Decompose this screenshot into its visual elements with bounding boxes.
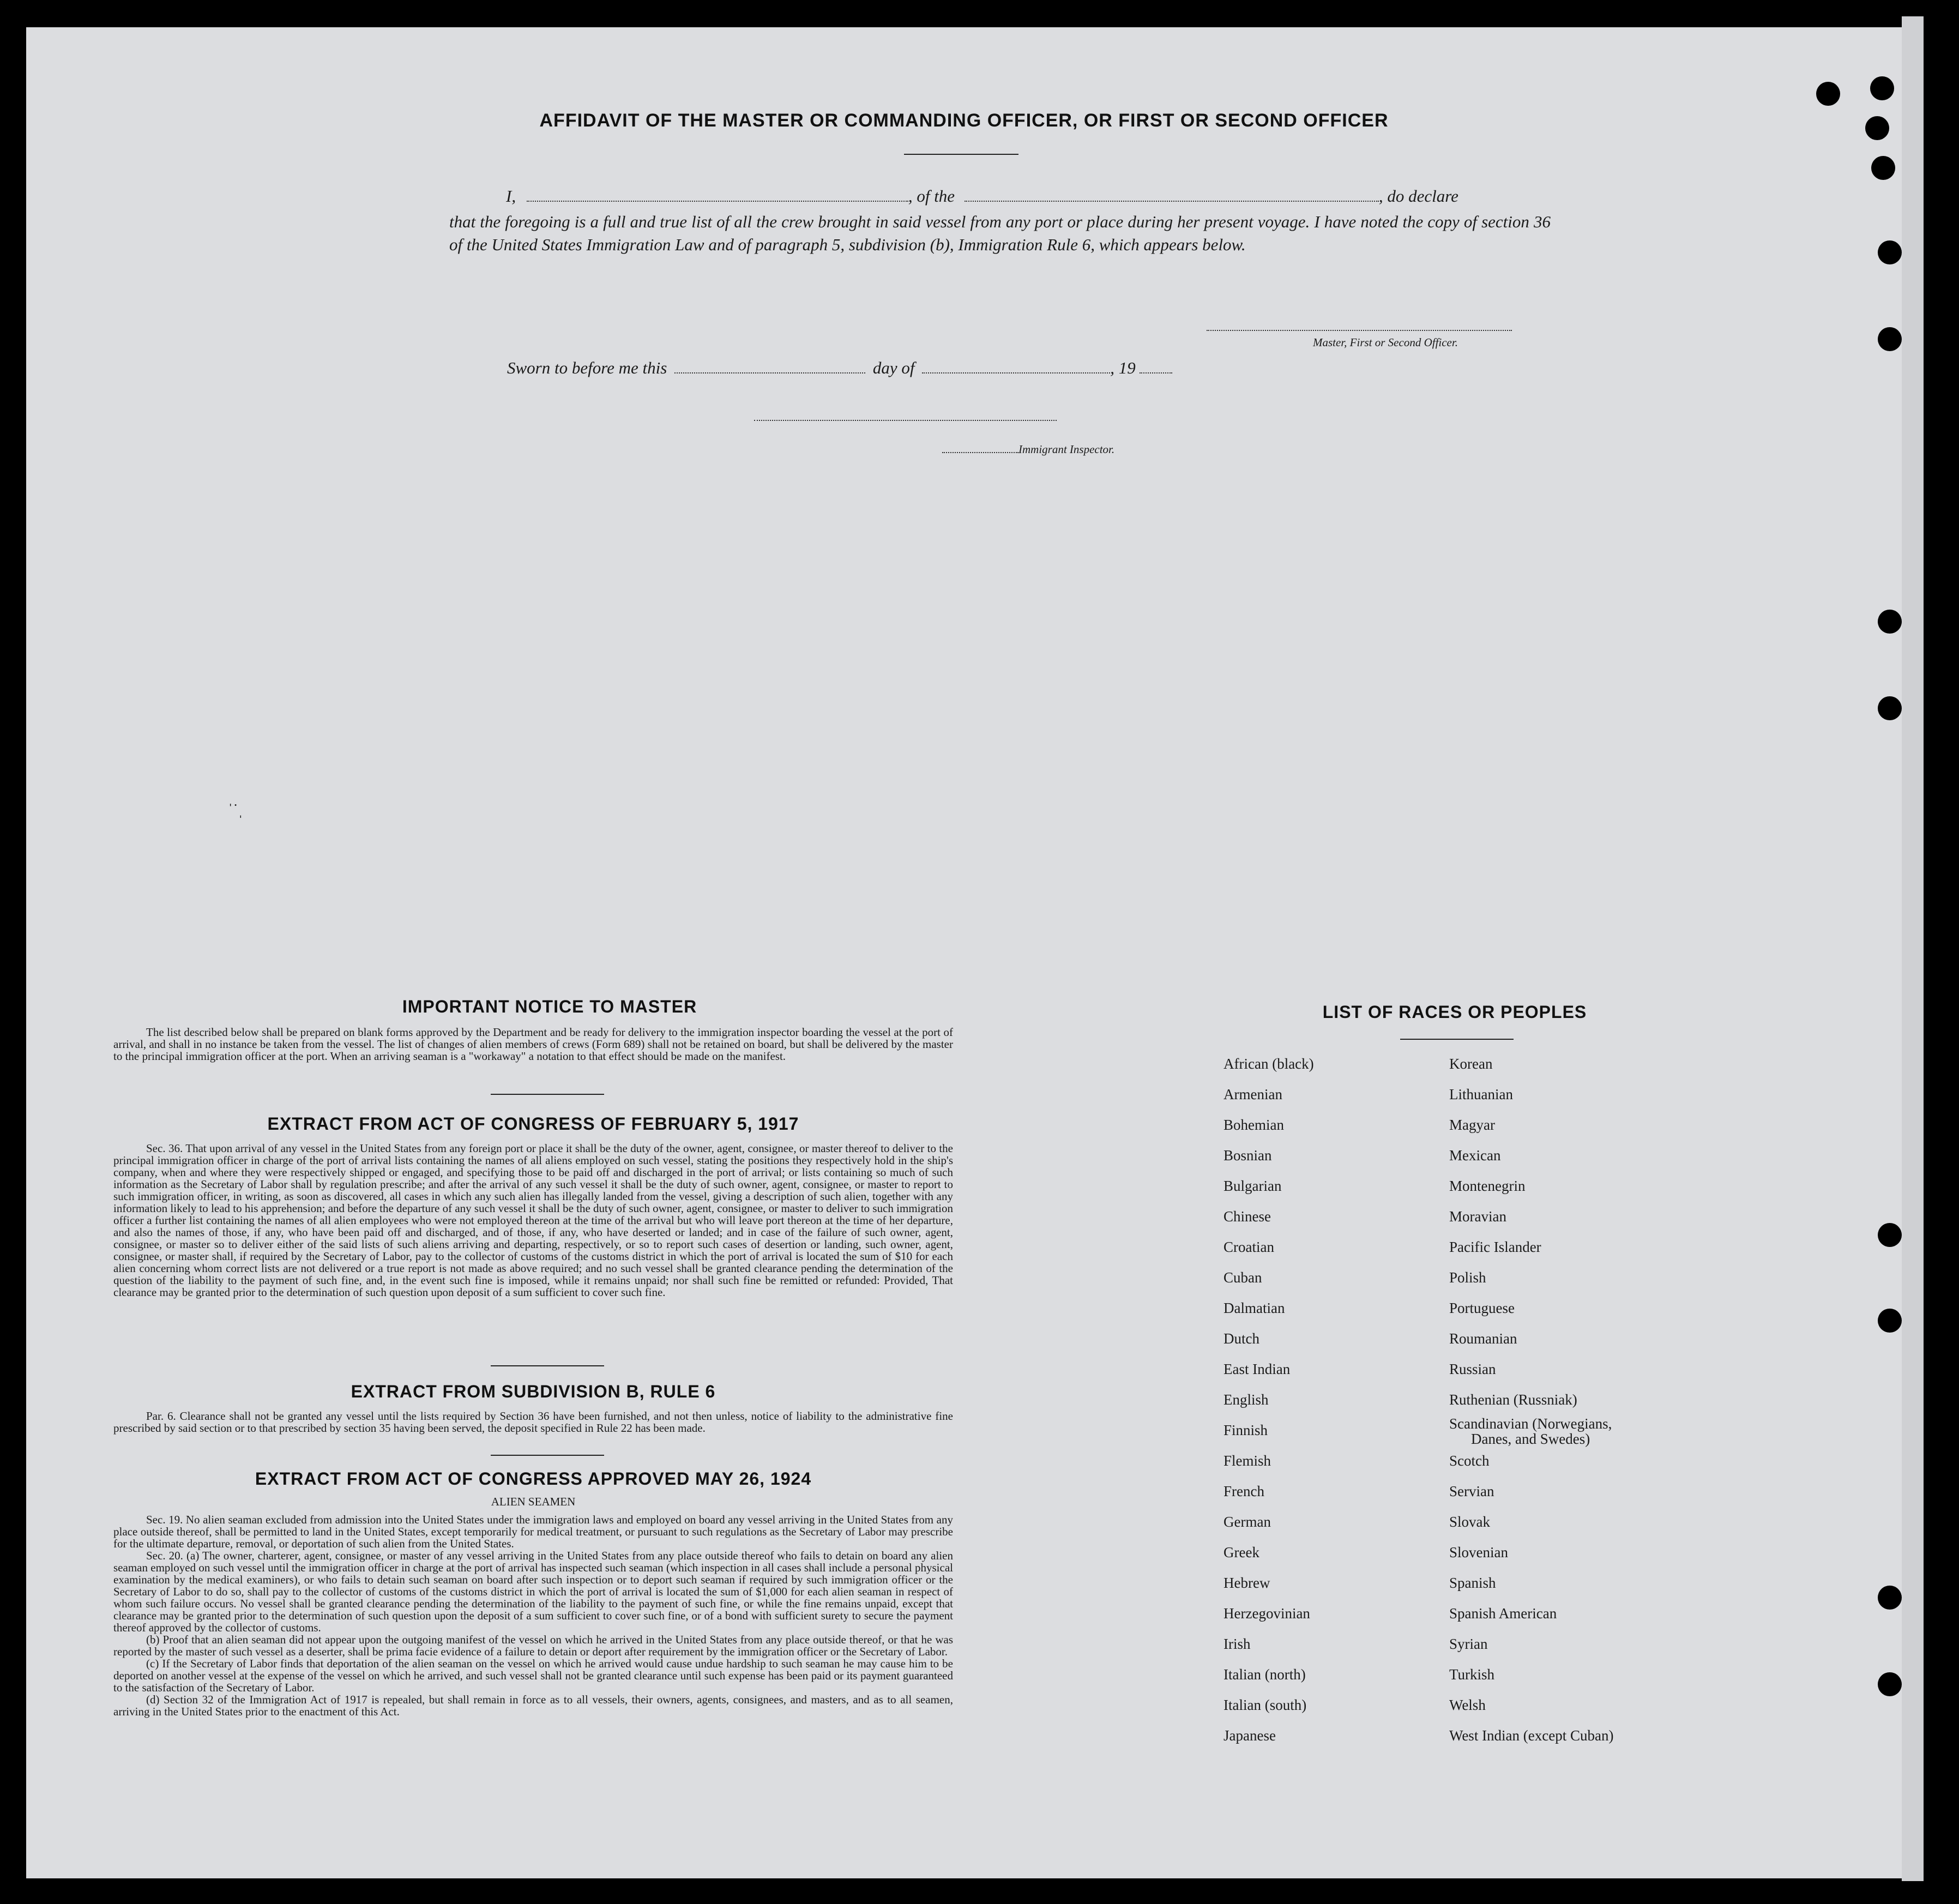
do-declare-label: , do declare <box>1378 186 1458 206</box>
race-item: Scandinavian (Norwegians, <box>1449 1415 1612 1432</box>
form-page <box>26 27 1902 1878</box>
name-blank[interactable] <box>527 198 908 202</box>
race-item: Montenegrin <box>1449 1178 1526 1194</box>
inspector-caption <box>942 443 1114 456</box>
day-blank[interactable] <box>674 370 865 373</box>
page-edge <box>1902 16 1924 1881</box>
year-label: , 19 <box>1110 358 1136 377</box>
race-item: East Indian <box>1223 1361 1291 1377</box>
race-item: Bosnian <box>1223 1147 1272 1164</box>
race-item: Welsh <box>1449 1697 1486 1713</box>
punch-hole <box>1878 696 1902 720</box>
races-divider <box>1400 1039 1514 1040</box>
punch-hole <box>1878 240 1902 264</box>
race-item: Hebrew <box>1223 1575 1270 1591</box>
affidavit-body: that the foregoing is a full and true list of all the crew brought in said vessel from any port or place during her present voyage. I have noted the copy of section 36 of the United States Immigration Law and of paragraph 5, subdivision (b), Immigration Rule 6, which appears below. <box>449 212 1551 254</box>
race-item: Italian (north) <box>1223 1666 1306 1683</box>
race-item: Spanish American <box>1449 1605 1557 1622</box>
race-item: Dutch <box>1223 1330 1259 1347</box>
race-item: African (black) <box>1223 1056 1314 1072</box>
extract-1924-text <box>113 1514 953 1718</box>
race-item: Bohemian <box>1223 1117 1284 1133</box>
punch-hole <box>1878 610 1902 634</box>
race-item: Magyar <box>1449 1117 1495 1133</box>
race-item: French <box>1223 1483 1264 1499</box>
punch-hole <box>1878 1672 1902 1696</box>
race-item: Croatian <box>1223 1239 1274 1255</box>
race-item: Slovak <box>1449 1514 1491 1530</box>
sec-20b-paragraph: (b) Proof that an alien seaman did not appear upon the outgoing manifest of the vessel on which he arrived in the United States from any place outside thereof, or that he was reported by the master of such vessel as a deserter, shall be prima facie evidence of a failure to detain or deport after requirement by the immigration officer or the Secretary of Labor. <box>113 1633 953 1658</box>
race-item: Flemish <box>1223 1453 1271 1469</box>
race-item: Italian (south) <box>1223 1697 1307 1713</box>
race-item: West Indian (except Cuban) <box>1449 1727 1614 1744</box>
inspector-caption-dots <box>942 450 1018 453</box>
extract-1924-title: EXTRACT FROM ACT OF CONGRESS APPROVED MAY 26, 1924 <box>255 1469 812 1489</box>
race-item: Mexican <box>1449 1147 1501 1164</box>
rule-6-title: EXTRACT FROM SUBDIVISION B, RULE 6 <box>351 1382 716 1401</box>
race-item: Russian <box>1449 1361 1496 1377</box>
punch-hole <box>1865 116 1889 140</box>
extract-1917-title: EXTRACT FROM ACT OF CONGRESS OF FEBRUARY 5, 1917 <box>267 1114 799 1134</box>
alien-seamen-subtitle: ALIEN SEAMEN <box>491 1495 576 1508</box>
divider-1 <box>491 1094 604 1095</box>
divider-3 <box>491 1455 604 1456</box>
race-item: Spanish <box>1449 1575 1496 1591</box>
race-item-continuation: Danes, and Swedes) <box>1471 1431 1590 1447</box>
race-item: Herzegovinian <box>1223 1605 1310 1622</box>
punch-hole <box>1871 156 1895 180</box>
vessel-blank[interactable] <box>965 198 1379 202</box>
master-signature-line[interactable] <box>1207 330 1512 331</box>
race-item: Finnish <box>1223 1422 1268 1438</box>
race-item: Lithuanian <box>1449 1086 1513 1102</box>
par-6-paragraph: Par. 6. Clearance shall not be granted any vessel until the lists required by Section 36 have been furnished, and not then unless, notice of liability to the administrative fine prescribed by said section or to that prescribed by section 35 having been served, the deposit specified in Rule 22 has been made. <box>113 1409 953 1435</box>
punch-hole <box>1816 82 1840 106</box>
race-item: Moravian <box>1449 1208 1506 1225</box>
declaration-line <box>506 186 1458 206</box>
sec-20d-paragraph: (d) Section 32 of the Immigration Act of 1917 is repealed, but shall remain in force as to all vessels, their owners, agents, consignees, and masters, and as to all seamen, arriving in the United States prior to the enactment of this Act. <box>113 1693 953 1718</box>
race-item: Greek <box>1223 1544 1259 1560</box>
race-item: Servian <box>1449 1483 1494 1499</box>
title-divider <box>904 154 1018 155</box>
month-blank[interactable] <box>922 370 1110 373</box>
sec-19-paragraph: Sec. 19. No alien seaman excluded from admission into the United States under the immigration laws and employed on board any vessel arriving in the United States from any place outside thereof, shall be permitted to land in the United States, except temporarily for medical treatment, or pursuant to such regulations as the Secretary of Labor may prescribe for the ultimate departure, removal, or deportation of such alien from the United States. <box>113 1513 953 1550</box>
race-item: Polish <box>1449 1269 1486 1286</box>
section-36-paragraph: Sec. 36. That upon arrival of any vessel in the United States from any foreign port or place it shall be the duty of the owner, agent, consignee, or master thereof to deliver to the principal immigration officer in charge of the port of arrival lists containing the names of all aliens employed on such vessel, stating the positions they respectively hold in the ship's company, when and where they were respectively shipped or engaged, and specifying those to be paid off and discharged in the port of arrival; or lists containing so much of such information as the Secretary of Labor shall by regulation prescribe; and after the arrival of any such vessel it shall be the duty of such owner, agent, consignee, or master to report to such immigration officer, in writing, as soon as discovered, all cases in which any such alien has illegally landed from the vessel, giving a description of such alien, together with any information likely to lead to his apprehension; and before the departure of any such vessel it shall be the duty of such owner, agent, consignee, or master to deliver to such immigration officer a further list containing the names of all alien employees who were not employed thereon at the time of the arrival but who will leave port thereon at the time of her departure, and also the names of those, if any, who have been paid off and discharged, and of those, if any, who have deserted or landed; and in case of the failure of such owner, agent, consignee, or master so to deliver either of the said lists of such aliens arriving and departing, respectively, or so to report such cases of desertion or landing, such owner, agent, consignee, or master shall, if required by the Secretary of Labor, pay to the collector of customs of the customs district in which the port of arrival is located the sum of $10 for each alien concerning whom correct lists are not delivered or a true report is not made as above required; and no such vessel shall be granted clearance pending the determination of the question of the liability to the payment of such fine, and, in the event such fine is imposed, while it remains unpaid; nor shall such fine be remitted or refunded: Provided, That clearance may be granted prior to the determination of such question upon deposit of a sum sufficient to cover such fine. <box>113 1142 953 1299</box>
punch-hole <box>1878 1586 1902 1610</box>
inspector-signature-line[interactable] <box>754 420 1057 421</box>
race-item: Bulgarian <box>1223 1178 1282 1194</box>
race-item: Portuguese <box>1449 1300 1515 1316</box>
notice-title: IMPORTANT NOTICE TO MASTER <box>402 997 697 1016</box>
extract-1917-text <box>113 1142 953 1298</box>
race-item: Slovenian <box>1449 1544 1508 1560</box>
sworn-label: Sworn to before me this <box>507 358 667 377</box>
affidavit-title: AFFIDAVIT OF THE MASTER OR COMMANDING OFFICER, OR FIRST OR SECOND OFFICER <box>539 110 1389 131</box>
race-item: English <box>1223 1391 1269 1408</box>
race-item: Irish <box>1223 1636 1251 1652</box>
races-title: LIST OF RACES OR PEOPLES <box>1322 1002 1587 1022</box>
notice-text <box>113 1026 953 1062</box>
year-blank[interactable] <box>1140 370 1172 373</box>
sworn-line <box>507 358 1172 378</box>
race-item: Pacific Islander <box>1449 1239 1541 1255</box>
punch-hole <box>1878 1223 1902 1247</box>
race-item: Cuban <box>1223 1269 1262 1286</box>
race-item: Dalmatian <box>1223 1300 1285 1316</box>
race-item: Armenian <box>1223 1086 1282 1102</box>
master-signature-caption: Master, First or Second Officer. <box>1313 336 1458 349</box>
race-item: Scotch <box>1449 1453 1490 1469</box>
sec-20c-paragraph: (c) If the Secretary of Labor finds that deportation of the alien seaman on the vessel on which he arrived would cause undue hardship to such seaman he may cause him to be deported on another vessel at the expense of the vessel on which he arrived, and such vessel shall not be granted clearance until such expense has been paid or its payment guaranteed to the satisfaction of the Secretary of Labor. <box>113 1657 953 1694</box>
race-item: Syrian <box>1449 1636 1488 1652</box>
day-of-label: day of <box>872 358 915 377</box>
race-item: Korean <box>1449 1056 1493 1072</box>
punch-hole <box>1870 76 1894 100</box>
divider-2 <box>491 1365 604 1366</box>
race-item: Turkish <box>1449 1666 1495 1683</box>
notice-paragraph: The list described below shall be prepared on blank forms approved by the Department and be ready for delivery to the immigration inspector boarding the vessel at the port of arrival, and shall in no instance be taken from the vessel. The list of changes of alien members of crews (Form 689) shall not be retained on board, but shall be delivered by the master to the principal immigration officer at the port. When an arriving seaman is a "workaway" a notation to that effect should be made on the manifest. <box>113 1026 953 1063</box>
of-the-label: , of the <box>908 186 955 206</box>
sec-20a-paragraph: Sec. 20. (a) The owner, charterer, agent, consignee, or master of any vessel arriving in the United States from any place outside thereof who fails to detain on board any alien seaman employed on such vessel until the immigration officer in charge at the port of arrival has inspected such seaman (which inspection in all cases shall include a personal physical examination by the medical examiners), or who fails to detain such seaman on board after such inspection or to deport such seaman if required by such immigration officer or the Secretary of Labor to do so, shall pay to the collector of customs of the customs district in which the port of arrival is located the sum of $1,000 for each alien seaman in respect of whom such failure occurs. No vessel shall be granted clearance pending the determination of the liability to the payment of such fine, or while the fine remains unpaid, except that clearance may be granted prior to the determination of such question upon the deposit of a sum sufficient to cover such fine, or of a bond with sufficient surety to secure the payment thereof approved by the collector of customs. <box>113 1549 953 1634</box>
race-item: Roumanian <box>1449 1330 1517 1347</box>
race-item: Ruthenian (Russniak) <box>1449 1391 1577 1408</box>
punch-hole <box>1878 1309 1902 1333</box>
race-item: German <box>1223 1514 1271 1530</box>
inspector-caption-text: Immigrant Inspector. <box>1018 443 1115 456</box>
rule-6-text <box>113 1410 953 1434</box>
i-label: I, <box>506 186 516 206</box>
race-item: Chinese <box>1223 1208 1271 1225</box>
stray-mark: ˈ˙ˌ <box>228 802 243 818</box>
punch-hole <box>1878 327 1902 351</box>
race-item: Japanese <box>1223 1727 1276 1744</box>
